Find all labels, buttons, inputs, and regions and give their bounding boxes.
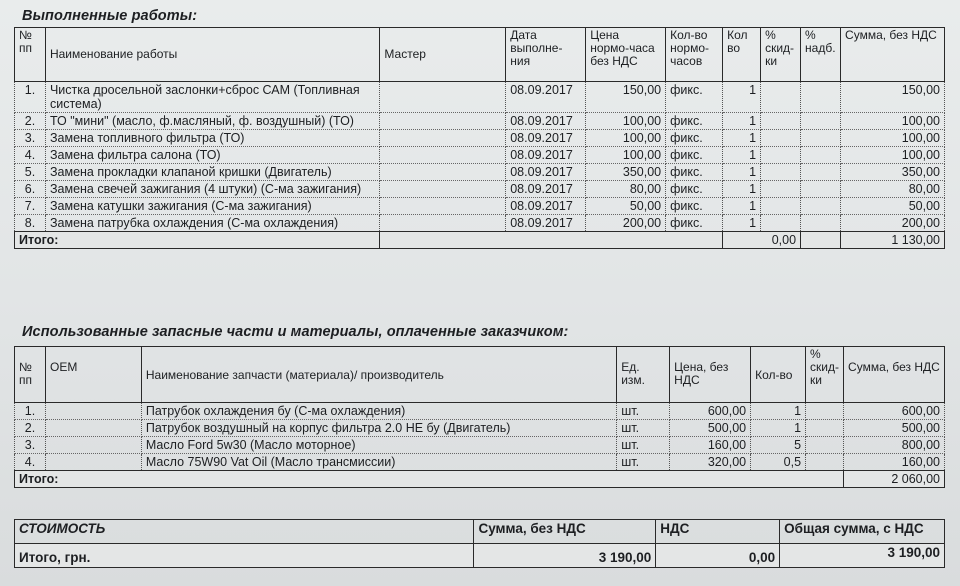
parts-row-price: 320,00 (670, 454, 751, 471)
works-col-no: № пп (15, 28, 46, 82)
parts-row (15, 454, 945, 471)
works-row-price: 200,00 (586, 215, 666, 232)
works-row-name: Замена топливного фильтра (ТО) (45, 130, 379, 147)
works-row-discount (761, 147, 801, 164)
works-row-date: 08.09.2017 (506, 147, 586, 164)
works-row-sum: 150,00 (841, 82, 945, 113)
parts-row-unit: шт. (617, 403, 670, 420)
works-row-name: Замена патрубка охлаждения (С-ма охлаждения) (45, 215, 379, 232)
works-row-price: 80,00 (586, 181, 666, 198)
cost-value-row (15, 544, 945, 568)
parts-row-unit: шт. (617, 420, 670, 437)
works-row-qty: 1 (723, 130, 761, 147)
works-row-price: 150,00 (586, 82, 666, 113)
parts-row-name: Масло Ford 5w30 (Масло моторное) (141, 437, 616, 454)
parts-col-qty: Кол-во (751, 347, 806, 403)
parts-total-label: Итого: (15, 471, 844, 488)
works-row-sum: 100,00 (841, 113, 945, 130)
works-row-date: 08.09.2017 (506, 113, 586, 130)
works-row-no: 7. (15, 198, 46, 215)
parts-row-name: Патрубок охлаждения бу (С-ма охлаждения) (141, 403, 616, 420)
works-row-name: Замена свечей зажигания (4 штуки) (С-ма зажигания) (45, 181, 379, 198)
works-row-sum: 50,00 (841, 198, 945, 215)
works-total-qty: 0,00 (723, 232, 801, 249)
works-row (15, 164, 945, 181)
works-row-markup (801, 215, 841, 232)
works-row-date: 08.09.2017 (506, 130, 586, 147)
parts-row-name: Масло 75W90 Vat Oil (Масло трансмиссии) (141, 454, 616, 471)
works-row-markup (801, 130, 841, 147)
works-row-markup (801, 198, 841, 215)
works-row (15, 82, 945, 113)
works-total-row (15, 232, 945, 249)
works-col-hours: Кол-во нормо-часов (666, 28, 723, 82)
works-row (15, 147, 945, 164)
parts-row-unit: шт. (617, 437, 670, 454)
works-row-name: Замена катушки зажигания (С-ма зажигания) (45, 198, 379, 215)
works-row-no: 3. (15, 130, 46, 147)
works-row-discount (761, 164, 801, 181)
parts-row-sum: 160,00 (844, 454, 945, 471)
works-row-price: 350,00 (586, 164, 666, 181)
works-row-name: Замена прокладки клапаной кришки (Двигатель) (45, 164, 379, 181)
works-row-date: 08.09.2017 (506, 164, 586, 181)
works-row-qty: 1 (723, 215, 761, 232)
works-col-discount: % скид-ки (761, 28, 801, 82)
works-row-no: 2. (15, 113, 46, 130)
parts-total-sum: 2 060,00 (844, 471, 945, 488)
parts-row-no: 2. (15, 420, 46, 437)
parts-row-unit: шт. (617, 454, 670, 471)
parts-col-name: Наименование запчасти (материала)/ производитель (141, 347, 616, 403)
works-row-price: 100,00 (586, 130, 666, 147)
works-row-qty: 1 (723, 147, 761, 164)
works-row (15, 215, 945, 232)
parts-col-oem: OEM (45, 347, 141, 403)
works-row-discount (761, 181, 801, 198)
works-table (14, 27, 945, 249)
works-col-price: Цена нормо-часа без НДС (586, 28, 666, 82)
works-row (15, 130, 945, 147)
parts-row-price: 600,00 (670, 403, 751, 420)
works-row-discount (761, 113, 801, 130)
works-row-master (380, 181, 506, 198)
parts-row (15, 420, 945, 437)
works-row-hours: фикс. (666, 82, 723, 113)
parts-row-oem (45, 454, 141, 471)
works-row-hours: фикс. (666, 181, 723, 198)
parts-row-price: 160,00 (670, 437, 751, 454)
works-row-discount (761, 82, 801, 113)
parts-row-no: 1. (15, 403, 46, 420)
parts-row-discount (806, 403, 844, 420)
works-total-spacer (380, 232, 723, 249)
works-row-qty: 1 (723, 181, 761, 198)
works-row-price: 100,00 (586, 147, 666, 164)
works-col-sum: Сумма, без НДС (841, 28, 945, 82)
cost-header-row (15, 520, 945, 544)
cost-sum-value: 3 190,00 (474, 544, 656, 568)
works-col-qty: Кол во (723, 28, 761, 82)
parts-row-qty: 0,5 (751, 454, 806, 471)
parts-col-discount: % скид-ки (806, 347, 844, 403)
works-col-name: Наименование работы (45, 28, 379, 82)
works-total-markup-blank (801, 232, 841, 249)
works-row-hours: фикс. (666, 130, 723, 147)
parts-row-name: Патрубок воздушный на корпус фильтра 2.0 НЕ бу (Двигатель) (141, 420, 616, 437)
works-row-hours: фикс. (666, 147, 723, 164)
works-row-no: 1. (15, 82, 46, 113)
works-row-sum: 100,00 (841, 147, 945, 164)
parts-row-sum: 800,00 (844, 437, 945, 454)
works-row-hours: фикс. (666, 113, 723, 130)
works-row-no: 6. (15, 181, 46, 198)
works-row-date: 08.09.2017 (506, 181, 586, 198)
cost-vat-value: 0,00 (656, 544, 780, 568)
works-row-no: 8. (15, 215, 46, 232)
works-row-markup (801, 113, 841, 130)
works-total-sum: 1 130,00 (841, 232, 945, 249)
works-col-markup: % надб. (801, 28, 841, 82)
parts-col-price: Цена, без НДС (670, 347, 751, 403)
works-row-markup (801, 164, 841, 181)
cost-table (14, 519, 945, 568)
works-row-markup (801, 181, 841, 198)
works-row-qty: 1 (723, 113, 761, 130)
parts-table (14, 346, 945, 488)
works-row-markup (801, 82, 841, 113)
works-row-hours: фикс. (666, 215, 723, 232)
parts-row-discount (806, 437, 844, 454)
works-row-discount (761, 130, 801, 147)
parts-row-oem (45, 403, 141, 420)
works-row-date: 08.09.2017 (506, 215, 586, 232)
works-row-master (380, 164, 506, 181)
works-row-name: ТО "мини" (масло, ф.масляный, ф. воздушный) (ТО) (45, 113, 379, 130)
parts-row-discount (806, 454, 844, 471)
works-row-master (380, 130, 506, 147)
parts-row-no: 4. (15, 454, 46, 471)
works-header-row (15, 28, 945, 82)
works-row-hours: фикс. (666, 164, 723, 181)
works-row-qty: 1 (723, 198, 761, 215)
works-row-master (380, 147, 506, 164)
works-row-date: 08.09.2017 (506, 82, 586, 113)
parts-col-no: № пп (15, 347, 46, 403)
parts-row-price: 500,00 (670, 420, 751, 437)
parts-row-sum: 500,00 (844, 420, 945, 437)
parts-total-row (15, 471, 945, 488)
works-col-master: Мастер (380, 28, 506, 82)
works-total-label: Итого: (15, 232, 380, 249)
parts-col-sum: Сумма, без НДС (844, 347, 945, 403)
works-row-no: 4. (15, 147, 46, 164)
cost-row-label: Итого, грн. (15, 544, 474, 568)
works-row-sum: 200,00 (841, 215, 945, 232)
cost-sum-header: Сумма, без НДС (474, 520, 656, 544)
works-row-no: 5. (15, 164, 46, 181)
works-row-master (380, 82, 506, 113)
parts-row-no: 3. (15, 437, 46, 454)
works-row-price: 50,00 (586, 198, 666, 215)
parts-row-oem (45, 420, 141, 437)
parts-section-title: Использованные запасные части и материалы, оплаченные заказчиком: (22, 324, 569, 340)
cost-total-header: Общая сумма, с НДС (780, 520, 945, 544)
works-row-qty: 1 (723, 164, 761, 181)
cost-title: СТОИМОСТЬ (15, 520, 474, 544)
works-row-name: Чистка дросельной заслонки+сброс САМ (Топливная система) (45, 82, 379, 113)
works-row-master (380, 113, 506, 130)
works-row-sum: 80,00 (841, 181, 945, 198)
works-row-hours: фикс. (666, 198, 723, 215)
works-row-master (380, 215, 506, 232)
cost-vat-header: НДС (656, 520, 780, 544)
parts-row-qty: 5 (751, 437, 806, 454)
works-row (15, 113, 945, 130)
works-row-master (380, 198, 506, 215)
parts-row (15, 403, 945, 420)
parts-row-sum: 600,00 (844, 403, 945, 420)
parts-header-row (15, 347, 945, 403)
parts-row-oem (45, 437, 141, 454)
works-row-discount (761, 198, 801, 215)
works-row (15, 198, 945, 215)
cost-total-value: 3 190,00 (780, 544, 945, 568)
works-col-date: Дата выполне-ния (506, 28, 586, 82)
parts-row-discount (806, 420, 844, 437)
works-row-qty: 1 (723, 82, 761, 113)
parts-row-qty: 1 (751, 403, 806, 420)
works-section-title: Выполненные работы: (22, 8, 198, 24)
parts-row-qty: 1 (751, 420, 806, 437)
works-row-sum: 100,00 (841, 130, 945, 147)
works-row-price: 100,00 (586, 113, 666, 130)
works-row-markup (801, 147, 841, 164)
works-row-discount (761, 215, 801, 232)
works-row-name: Замена фильтра салона (ТО) (45, 147, 379, 164)
works-row-sum: 350,00 (841, 164, 945, 181)
works-row (15, 181, 945, 198)
parts-col-unit: Ед. изм. (617, 347, 670, 403)
works-row-date: 08.09.2017 (506, 198, 586, 215)
parts-row (15, 437, 945, 454)
